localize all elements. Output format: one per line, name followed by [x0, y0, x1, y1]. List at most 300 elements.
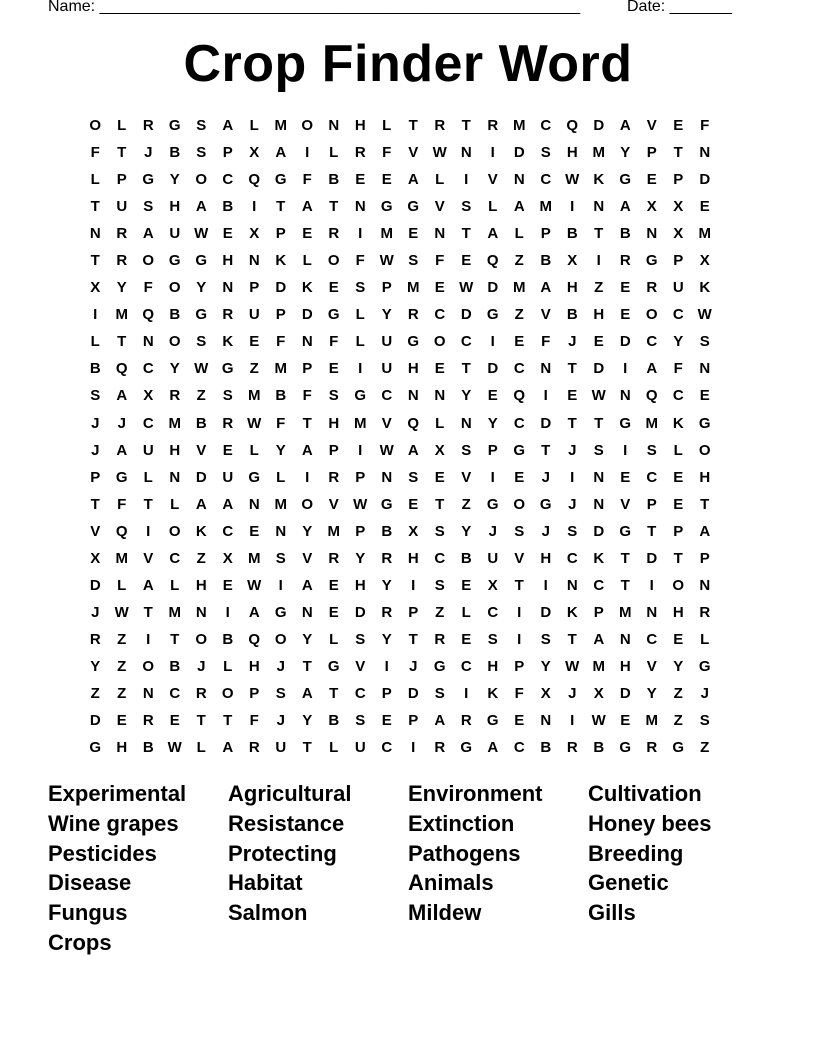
grid-letter: J [568, 441, 577, 459]
grid-letter: T [567, 414, 577, 432]
grid-letter: R [89, 630, 101, 648]
grid-letter: T [302, 739, 312, 757]
grid-row [82, 166, 742, 193]
grid-letter: I [649, 576, 654, 594]
grid-letter: G [248, 468, 261, 486]
grid-letter: O [274, 630, 287, 648]
grid-letter: R [619, 252, 631, 270]
grid-letter: G [274, 171, 287, 189]
grid-letter: L [143, 468, 153, 486]
grid-letter: R [142, 117, 154, 135]
grid-letter: T [196, 712, 206, 730]
grid-letter: Y [302, 630, 313, 648]
grid-letter: B [169, 144, 181, 162]
grid-letter: Q [566, 117, 579, 135]
grid-letter: O [89, 117, 102, 135]
grid-letter: N [222, 279, 234, 297]
grid-letter: E [461, 576, 472, 594]
grid-letter: T [541, 441, 551, 459]
word-list-item: Agricultural [228, 781, 352, 806]
grid-letter: U [381, 360, 393, 378]
grid-letter: N [566, 576, 578, 594]
grid-letter: G [168, 252, 181, 270]
grid-letter: I [225, 603, 230, 621]
grid-row [82, 680, 742, 707]
grid-letter: H [566, 279, 578, 297]
word-list-item: Pesticides [48, 840, 157, 866]
grid-letter: S [540, 144, 551, 162]
grid-letter: B [566, 306, 578, 324]
grid-letter: S [408, 252, 419, 270]
grid-row [82, 355, 742, 382]
grid-letter: A [301, 198, 313, 216]
grid-letter: D [619, 685, 631, 702]
grid-letter: Q [115, 360, 128, 378]
grid-letter: I [543, 576, 548, 594]
grid-row [82, 274, 742, 301]
grid-letter: O [168, 279, 181, 297]
grid-letter: L [514, 225, 524, 243]
grid-letter: W [194, 225, 209, 243]
grid-letter: J [276, 712, 285, 730]
grid-letter: Y [673, 333, 684, 351]
grid-letter: M [513, 279, 526, 297]
grid-letter: Q [248, 630, 261, 648]
grid-letter: E [249, 522, 260, 540]
grid-letter: G [221, 360, 234, 378]
grid-letter: B [275, 387, 287, 405]
grid-letter: I [305, 144, 310, 162]
grid-letter: I [146, 630, 151, 648]
grid-letter: A [619, 117, 631, 135]
grid-letter: P [540, 225, 551, 243]
word-list-item: Wine grapes [48, 810, 179, 836]
grid-letter: I [543, 387, 548, 405]
grid-letter: X [540, 685, 551, 702]
grid-letter: Y [355, 549, 366, 567]
grid-letter: S [434, 522, 445, 540]
grid-letter: I [93, 306, 98, 324]
grid-letter: H [248, 657, 260, 675]
word-list-item: Protecting [228, 840, 337, 866]
grid-letter: R [222, 414, 234, 432]
grid-letter: E [699, 198, 710, 216]
grid-letter: I [490, 333, 495, 351]
grid-letter: Y [169, 360, 180, 378]
grid-letter: Q [248, 171, 261, 189]
grid-row [82, 301, 742, 328]
grid-letter: G [486, 712, 499, 730]
grid-letter: A [248, 603, 260, 621]
grid-letter: C [142, 414, 154, 432]
grid-letter: V [381, 414, 392, 432]
grid-letter: I [570, 198, 575, 216]
grid-letter: E [620, 468, 631, 486]
grid-letter: F [276, 333, 286, 351]
grid-letter: J [197, 657, 206, 675]
grid-letter: L [170, 495, 180, 513]
grid-letter: R [116, 252, 128, 270]
grid-letter: R [566, 739, 578, 757]
grid-letter: K [487, 685, 499, 702]
grid-letter: J [568, 685, 577, 702]
grid-letter: N [142, 685, 154, 702]
grid-letter: U [142, 441, 154, 459]
grid-letter: Y [381, 630, 392, 648]
grid-letter: O [301, 495, 314, 513]
grid-letter: R [328, 225, 340, 243]
grid-letter: D [540, 603, 552, 621]
grid-letter: L [196, 739, 206, 757]
grid-letter: A [646, 360, 658, 378]
grid-letter: O [645, 306, 658, 324]
grid-letter: T [435, 495, 445, 513]
grid-letter: P [408, 603, 419, 621]
grid-letter: N [540, 712, 552, 730]
grid-letter: S [699, 333, 710, 351]
grid-letter: F [276, 414, 286, 432]
grid-letter: M [539, 198, 552, 216]
grid-letter: W [247, 576, 262, 594]
grid-letter: I [490, 144, 495, 162]
grid-letter: Q [486, 252, 499, 270]
grid-letter: J [700, 685, 709, 702]
grid-letter: L [170, 576, 180, 594]
grid-letter: G [142, 171, 155, 189]
grid-letter: P [646, 495, 657, 513]
grid-letter: R [460, 712, 472, 730]
page-title: Crop Finder Word [183, 35, 633, 93]
grid-letter: T [329, 685, 339, 702]
grid-letter: G [195, 306, 208, 324]
grid-letter: L [673, 441, 683, 459]
grid-letter: N [275, 522, 287, 540]
grid-letter: M [274, 495, 287, 513]
grid-letter: E [646, 171, 657, 189]
grid-letter: V [143, 549, 154, 567]
grid-letter: Y [275, 441, 286, 459]
grid-letter: L [435, 171, 445, 189]
grid-letter: S [196, 144, 207, 162]
word-column [408, 779, 542, 928]
grid-letter: X [90, 549, 101, 567]
grid-letter: A [142, 576, 154, 594]
grid-letter: D [619, 333, 631, 351]
grid-letter: R [328, 468, 340, 486]
grid-letter: U [248, 306, 260, 324]
grid-letter: A [116, 387, 128, 405]
grid-letter: S [275, 549, 286, 567]
grid-letter: G [486, 306, 499, 324]
grid-letter: D [593, 522, 605, 540]
grid-letter: J [144, 144, 153, 162]
grid-letter: M [327, 522, 340, 540]
grid-letter: C [460, 333, 472, 351]
grid-letter: G [274, 603, 287, 621]
grid-letter: R [222, 306, 234, 324]
grid-letter: Y [302, 712, 313, 730]
grid-letter: I [596, 252, 601, 270]
grid-letter: S [461, 198, 472, 216]
grid-letter: V [90, 522, 101, 540]
grid-letter: R [354, 144, 366, 162]
grid-letter: E [487, 387, 498, 405]
grid-letter: X [487, 576, 498, 594]
grid-letter: Z [249, 360, 259, 378]
grid-letter: E [620, 279, 631, 297]
grid-letter: J [91, 603, 100, 621]
grid-letter: Q [513, 387, 526, 405]
grid-letter: I [464, 171, 469, 189]
word-list-item: Fungus [48, 900, 128, 926]
grid-letter: Z [673, 685, 683, 702]
grid-letter: M [115, 306, 128, 324]
name-field-label: Name: ______________________________________________________ [48, 0, 581, 15]
grid-letter: N [142, 333, 154, 351]
grid-letter: C [540, 117, 552, 135]
grid-letter: U [222, 468, 234, 486]
grid-letter: E [673, 117, 684, 135]
grid-letter: L [461, 603, 471, 621]
word-list-item: Habitat [228, 870, 303, 896]
grid-letter: L [276, 468, 286, 486]
grid-letter: C [513, 739, 525, 757]
grid-letter: N [699, 360, 711, 378]
grid-letter: B [593, 739, 605, 757]
grid-letter: R [328, 549, 340, 567]
grid-letter: C [513, 360, 525, 378]
grid-letter: I [358, 441, 363, 459]
grid-letter: Y [381, 306, 392, 324]
grid-letter: B [195, 414, 207, 432]
grid-letter: V [408, 144, 419, 162]
grid-letter: G [115, 468, 128, 486]
word-list-item: Gills [588, 900, 636, 926]
grid-letter: U [672, 279, 684, 297]
grid-letter: A [407, 441, 419, 459]
grid-letter: I [358, 225, 363, 243]
grid-letter: L [355, 306, 365, 324]
grid-letter: T [90, 252, 100, 270]
grid-letter: L [117, 576, 127, 594]
grid-letter: U [354, 739, 366, 757]
grid-letter: E [514, 468, 525, 486]
grid-letter: T [223, 712, 233, 730]
grid-letter: C [487, 603, 499, 621]
grid-letter: H [169, 441, 181, 459]
grid-letter: I [570, 468, 575, 486]
grid-letter: D [593, 117, 605, 135]
grid-letter: J [117, 414, 126, 432]
grid-letter: M [619, 603, 632, 621]
grid-letter: S [434, 685, 445, 702]
grid-letter: B [169, 306, 181, 324]
grid-letter: E [461, 252, 472, 270]
grid-letter: N [195, 603, 207, 621]
grid-letter: N [460, 414, 472, 432]
grid-letter: C [222, 171, 234, 189]
grid-letter: G [380, 198, 393, 216]
grid-row [82, 464, 742, 491]
grid-letter: N [328, 117, 340, 135]
grid-letter: C [381, 387, 393, 405]
grid-letter: G [460, 739, 473, 757]
grid-letter: Y [90, 657, 101, 675]
grid-letter: N [301, 603, 313, 621]
grid-row [82, 112, 742, 139]
grid-letter: E [434, 279, 445, 297]
grid-letter: V [540, 306, 551, 324]
grid-letter: C [540, 171, 552, 189]
grid-letter: E [567, 387, 578, 405]
grid-letter: G [645, 252, 658, 270]
grid-letter: O [327, 252, 340, 270]
grid-letter: N [434, 225, 446, 243]
grid-letter: H [222, 252, 234, 270]
grid-letter: P [116, 171, 127, 189]
grid-letter: Z [196, 549, 206, 567]
grid-letter: I [146, 522, 151, 540]
grid-letter: T [302, 414, 312, 432]
grid-letter: C [354, 685, 366, 702]
grid-letter: T [647, 522, 657, 540]
grid-letter: P [487, 441, 498, 459]
grid-letter: T [514, 576, 524, 594]
grid-letter: X [673, 225, 684, 243]
grid-letter: A [593, 630, 605, 648]
grid-letter: E [434, 468, 445, 486]
grid-letter: E [620, 712, 631, 730]
grid-letter: B [540, 252, 552, 270]
grid-letter: Z [673, 712, 683, 730]
grid-letter: E [328, 279, 339, 297]
grid-letter: Y [196, 279, 207, 297]
grid-letter: E [302, 225, 313, 243]
grid-letter: P [593, 603, 604, 621]
grid-letter: E [169, 712, 180, 730]
grid-letter: O [195, 171, 208, 189]
grid-letter: G [433, 657, 446, 675]
grid-row [82, 193, 742, 220]
grid-letter: P [699, 549, 710, 567]
grid-letter: H [566, 144, 578, 162]
grid-letter: I [623, 441, 628, 459]
grid-letter: W [459, 279, 474, 297]
grid-letter: P [222, 144, 233, 162]
grid-letter: Y [620, 144, 631, 162]
grid-letter: M [407, 279, 420, 297]
grid-row [82, 491, 742, 518]
grid-letter: E [222, 225, 233, 243]
grid-letter: E [408, 495, 419, 513]
grid-letter: E [116, 712, 127, 730]
grid-letter: D [407, 685, 419, 702]
grid-letter: A [301, 685, 313, 702]
grid-letter: F [302, 171, 312, 189]
grid-letter: V [302, 549, 313, 567]
grid-letter: E [381, 712, 392, 730]
word-list-item: Experimental [48, 781, 187, 806]
grid-letter: W [379, 252, 394, 270]
grid-letter: Z [117, 630, 127, 648]
grid-letter: I [623, 360, 628, 378]
grid-letter: X [567, 252, 578, 270]
grid-letter: D [89, 576, 101, 594]
grid-letter: W [247, 414, 262, 432]
grid-letter: A [407, 171, 419, 189]
grid-letter: P [408, 712, 419, 730]
grid-letter: S [355, 712, 366, 730]
grid-letter: D [699, 171, 711, 189]
grid-letter: F [541, 333, 551, 351]
grid-letter: S [408, 468, 419, 486]
grid-letter: A [222, 495, 234, 513]
grid-row [82, 410, 742, 437]
grid-letter: G [672, 739, 685, 757]
grid-letter: T [329, 198, 339, 216]
grid-letter: T [567, 630, 577, 648]
grid-letter: G [619, 414, 632, 432]
grid-letter: B [566, 225, 578, 243]
grid-letter: E [593, 333, 604, 351]
grid-letter: R [434, 630, 446, 648]
grid-letter: C [646, 630, 658, 648]
grid-letter: S [540, 630, 551, 648]
word-list-item: Environment [408, 781, 543, 806]
letter-grid [82, 112, 742, 761]
grid-letter: T [461, 117, 471, 135]
grid-letter: P [275, 306, 286, 324]
grid-letter: W [565, 171, 580, 189]
grid-letter: B [222, 630, 234, 648]
grid-letter: L [302, 252, 312, 270]
grid-letter: A [222, 117, 234, 135]
grid-letter: D [540, 414, 552, 432]
grid-letter: C [513, 414, 525, 432]
grid-letter: L [355, 333, 365, 351]
grid-letter: H [195, 576, 207, 594]
grid-letter: S [514, 522, 525, 540]
grid-letter: T [408, 117, 418, 135]
grid-letter: N [89, 225, 101, 243]
grid-letter: D [487, 279, 499, 297]
grid-row [82, 437, 742, 464]
grid-letter: H [407, 549, 419, 567]
grid-letter: L [700, 630, 710, 648]
grid-letter: O [513, 495, 526, 513]
grid-letter: I [384, 657, 389, 675]
grid-letter: N [169, 468, 181, 486]
word-list-item: Salmon [228, 900, 308, 926]
grid-letter: E [673, 630, 684, 648]
grid-letter: M [248, 387, 261, 405]
grid-letter: C [434, 306, 446, 324]
grid-letter: G [380, 495, 393, 513]
grid-letter: N [593, 468, 605, 486]
grid-letter: R [699, 603, 711, 621]
grid-letter: B [381, 522, 393, 540]
grid-letter: F [514, 685, 524, 702]
grid-letter: W [432, 144, 447, 162]
grid-letter: R [381, 603, 393, 621]
grid-letter: X [222, 549, 233, 567]
grid-letter: L [329, 630, 339, 648]
grid-letter: U [381, 333, 393, 351]
grid-letter: X [646, 198, 657, 216]
date-field-label: Date: _______ [627, 0, 732, 15]
grid-letter: O [142, 252, 155, 270]
grid-letter: F [117, 495, 127, 513]
